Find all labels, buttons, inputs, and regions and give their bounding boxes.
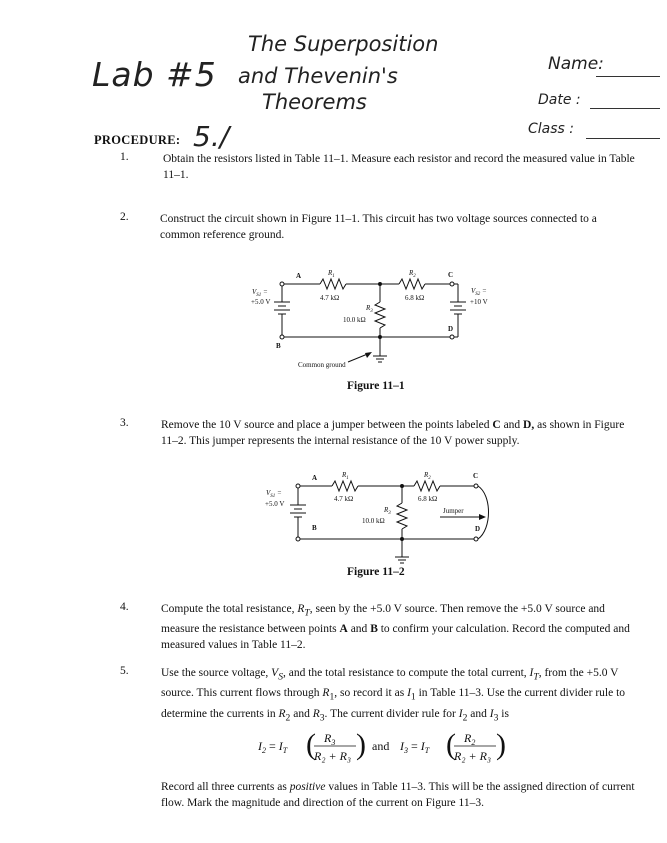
step-1-number: 1. xyxy=(120,151,129,163)
name-label: Name: xyxy=(548,54,604,74)
figure-11-2-circuit xyxy=(254,467,494,577)
step-5-text: Use the source voltage, $V_S$, and the total resistance to compute the total current, $I_T$, from the +5.0 V source. This current flows through $R_1$, so record it as $I_1$ in Table 11–3. Use the current divider rule to determine the currents in $R_2$ and $R_3$. The current divider rule for $I_2$ and $I_3$ is xyxy=(161,667,626,723)
formula-i2-denominator: R₂ + R₃ xyxy=(314,749,352,763)
fig2-vs1-label: $V_{S1}$ = xyxy=(266,489,282,499)
fig1-point-c: C xyxy=(448,271,454,279)
formula-i3-denominator: R₂ + R₃ xyxy=(454,749,492,763)
figure-11-2-caption: Figure 11–2 xyxy=(347,566,405,578)
svg-text:): ) xyxy=(356,728,366,761)
fig1-point-d: D xyxy=(448,325,454,333)
fig1-point-b: B xyxy=(276,342,281,350)
date-line xyxy=(590,108,660,109)
fig1-r1-label: $R_1$ xyxy=(328,269,335,279)
fig2-r2-value: 6.8 kΩ xyxy=(418,495,438,503)
fig2-point-b: B xyxy=(312,524,317,532)
current-divider-formula xyxy=(252,726,512,770)
fig1-r3-label: $R_3$ xyxy=(366,304,373,314)
class-label: Class : xyxy=(528,121,574,137)
fig1-vs1-value: +5.0 V xyxy=(251,298,271,306)
figure-11-1-caption: Figure 11–1 xyxy=(347,380,405,392)
fig2-point-d: D xyxy=(475,525,481,533)
fig2-r3-label: $R_3$ xyxy=(384,506,391,516)
step-4-text: Compute the total resistance, $R_T$, seen by the +5.0 V source. Then remove the +5.0 V source and measure the resistance between points A and B to confirm your calculation. Record the computed and measured values in Table 11–2. xyxy=(161,603,630,652)
fig2-r1-value: 4.7 kΩ xyxy=(334,495,354,503)
fig2-vs1-value: +5.0 V xyxy=(265,500,285,508)
fig1-vs2-label: $V_{S2}$ = xyxy=(471,287,487,297)
formula-i2-numerator: $R_3$ xyxy=(324,731,336,747)
figure-11-1-circuit xyxy=(240,262,510,377)
name-line xyxy=(596,76,660,77)
title-line-3: Theorems xyxy=(262,90,367,114)
step-1-text: Obtain the resistors listed in Table 11–1. Measure each resistor and record the measured value in Table 11–1. xyxy=(163,153,635,181)
formula-i3-numerator: $R_2$ xyxy=(464,731,476,747)
formula-i2-lhs: $I_2 = I_T$ xyxy=(258,739,288,755)
fig1-vs1-label: $V_{S1}$ = xyxy=(252,288,268,298)
class-line xyxy=(586,138,660,139)
title-line-2: and Thevenin's xyxy=(238,64,398,88)
fig2-r3-value: 10.0 kΩ xyxy=(362,517,385,525)
formula-i3-lhs: $I_3 = I_T$ xyxy=(400,739,430,755)
fig2-point-a: A xyxy=(312,474,318,482)
step-2-number: 2. xyxy=(120,211,129,223)
fig2-point-c: C xyxy=(473,472,479,480)
lab-number: Lab #5 xyxy=(92,55,217,94)
fig1-ground-label: Common ground xyxy=(298,361,346,369)
fig1-vs2-value: +10 V xyxy=(470,298,488,306)
fig1-r1-value: 4.7 kΩ xyxy=(320,294,340,302)
title-line-1: The Superposition xyxy=(248,32,439,56)
fig1-r3-value: 10.0 kΩ xyxy=(343,316,366,324)
fig2-r2-label: $R_2$ xyxy=(424,471,431,481)
step-2-text: Construct the circuit shown in Figure 11–1. This circuit has two voltage sources connected to a common reference ground. xyxy=(160,213,597,241)
svg-text:(: ( xyxy=(446,728,456,761)
fig1-r2-label: $R_2$ xyxy=(409,269,416,279)
step-4-number: 4. xyxy=(120,601,129,613)
fig1-point-a: A xyxy=(296,272,302,280)
step-3-number: 3. xyxy=(120,417,129,429)
fig2-jumper-label: Jumper xyxy=(443,507,464,515)
fig1-r2-value: 6.8 kΩ xyxy=(405,294,425,302)
step-5-number: 5. xyxy=(120,665,129,677)
procedure-heading: PROCEDURE: xyxy=(94,133,181,147)
formula-and: and xyxy=(372,739,390,753)
fig2-r1-label: $R_1$ xyxy=(342,471,349,481)
date-label: Date : xyxy=(538,92,581,108)
step-3-text: Remove the 10 V source and place a jumper between the points labeled C and D, as shown in Figure 11–2. This jumper represents the internal resistance of the 10 V power supply. xyxy=(161,419,625,447)
procedure-number: 5./ xyxy=(193,120,230,153)
record-currents-paragraph: Record all three currents as positive values in Table 11–3. This will be the assigned direction of current flow. Mark the magnitude and direction of the current on Figure 11–3. xyxy=(161,781,635,809)
svg-text:): ) xyxy=(496,728,506,761)
svg-text:(: ( xyxy=(306,728,316,761)
